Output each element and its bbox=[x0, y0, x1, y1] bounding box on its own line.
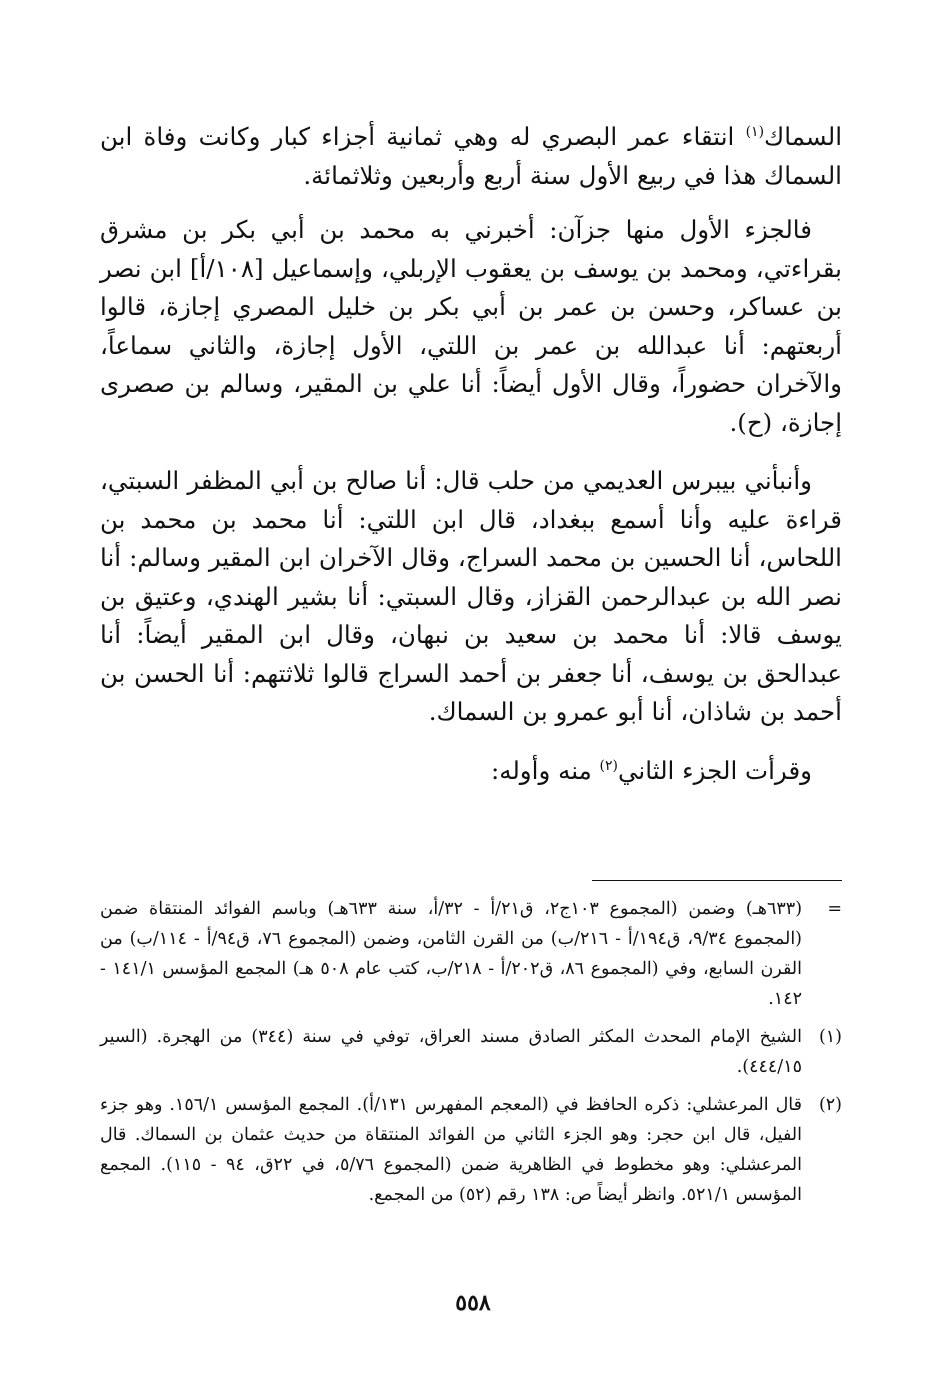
paragraph-1-start: السماك bbox=[764, 122, 842, 151]
footnote-text: (٦٣٣هـ) وضمن (المجموع ١٠٣ج٢، ق٢١/أ - ٣٢/أ، سنة ٦٣٣هـ) وباسم الفوائد المنتقاة ضمن (المجموع ٩/٣٤، ق١٩٤/أ - ٢١٦/ب) من القرن الثامن، وضمن (المجموع ٧٦، ق٩٤/أ - ١١٤/ب) من القرن السابع، وفي (المجموع ٨٦، ق٢٠٢/أ - ٢١٨/ب، كتب عام ٥٠٨ هـ) المجمع المؤسس ١٤١/١ - ١٤٢. bbox=[100, 899, 803, 1009]
main-text bbox=[100, 118, 842, 810]
paragraph-4-start: وقرأت الجزء الثاني bbox=[617, 755, 812, 785]
paragraph-2: فالجزء الأول منها جزآن: أخبرني به محمد بن أبي بكر بن مشرق بقراءتي، ومحمد بن يوسف بن يعقوب الإربلي، وإسماعيل [١٠٨/أ] ابن نصر بن عساكر، وحسن بن عمر بن أبي بكر بن خليل المصري إجازة، قالوا أربعتهم: أنا عبدالله بن عمر بن اللتي، الأول إجازة، والثاني سماعاً، والآخران حضوراً، وقال الأول أيضاً: أنا علي بن المقير، وسالم بن صصرى إجازة، (ح). bbox=[100, 215, 842, 437]
paragraph-1 bbox=[100, 118, 842, 195]
paragraph-4-rest: منه وأوله: bbox=[490, 755, 600, 785]
footnote-ref-1[interactable]: (١) bbox=[745, 123, 765, 140]
footnote-marker: (١) bbox=[818, 1027, 842, 1047]
footnote-text: قال المرعشلي: ذكره الحافظ في (المعجم المفهرس ١٣١/أ). المجمع المؤسس ١٥٦/١. وهو جزء الفيل، قال ابن حجر: وهو الجزء الثاني من الفوائد المنتقاة من حديث عثمان بن السماك. قال المرعشلي: وهو مخطوط في الظاهرية ضمن (المجموع ٥/٧٦، في ٢٢ق، ٩٤ - ١١٥). المجمع المؤسس ٥٢١/١. وانظر أيضاً ص: ١٣٨ رقم (٥٢) من المجمع. bbox=[100, 1095, 803, 1205]
footnote-marker: (٢) bbox=[818, 1095, 842, 1115]
footnote-continued bbox=[100, 894, 842, 1014]
footnote-divider bbox=[592, 880, 842, 881]
footnotes bbox=[100, 894, 842, 1218]
footnote-text: الشيخ الإمام المحدث المكثر الصادق مسند العراق، توفي في سنة (٣٤٤) من الهجرة. (السير ٤٤٤/١٥). bbox=[100, 1027, 802, 1077]
paragraph-4 bbox=[100, 752, 842, 791]
page-number: ٥٥٨ bbox=[455, 1290, 491, 1316]
footnote-2 bbox=[100, 1090, 842, 1210]
paragraph-1-rest: انتقاء عمر البصري له وهي ثمانية أجزاء كبار وكانت وفاة ابن السماك هذا في ربيع الأول سنة أربع وأربعين وثلاثمائة. bbox=[100, 122, 842, 190]
footnote-1 bbox=[100, 1022, 842, 1082]
paragraph-3: وأنبأني بيبرس العديمي من حلب قال: أنا صالح بن أبي المظفر السبتي، قراءة عليه وأنا أسمع ببغداد، قال ابن اللتي: أنا محمد بن محمد بن اللحاس، أنا الحسين بن محمد السراج، وقال الآخران ابن المقير وسالم: أنا نصر الله بن عبدالرحمن القزاز، وقال السبتي: أنا بشير الهندي، وعتيق بن يوسف قالا: أنا محمد بن سعيد بن نبهان، وقال ابن المقير أيضاً: أنا عبدالحق بن يوسف، أنا جعفر بن أحمد السراج قالوا ثلاثتهم: أنا الحسن بن أحمد بن شاذان، أنا أبو عمرو بن السماك. bbox=[100, 466, 842, 726]
footnote-marker: = bbox=[827, 899, 842, 919]
footnote-ref-2[interactable]: (٢) bbox=[599, 757, 618, 774]
